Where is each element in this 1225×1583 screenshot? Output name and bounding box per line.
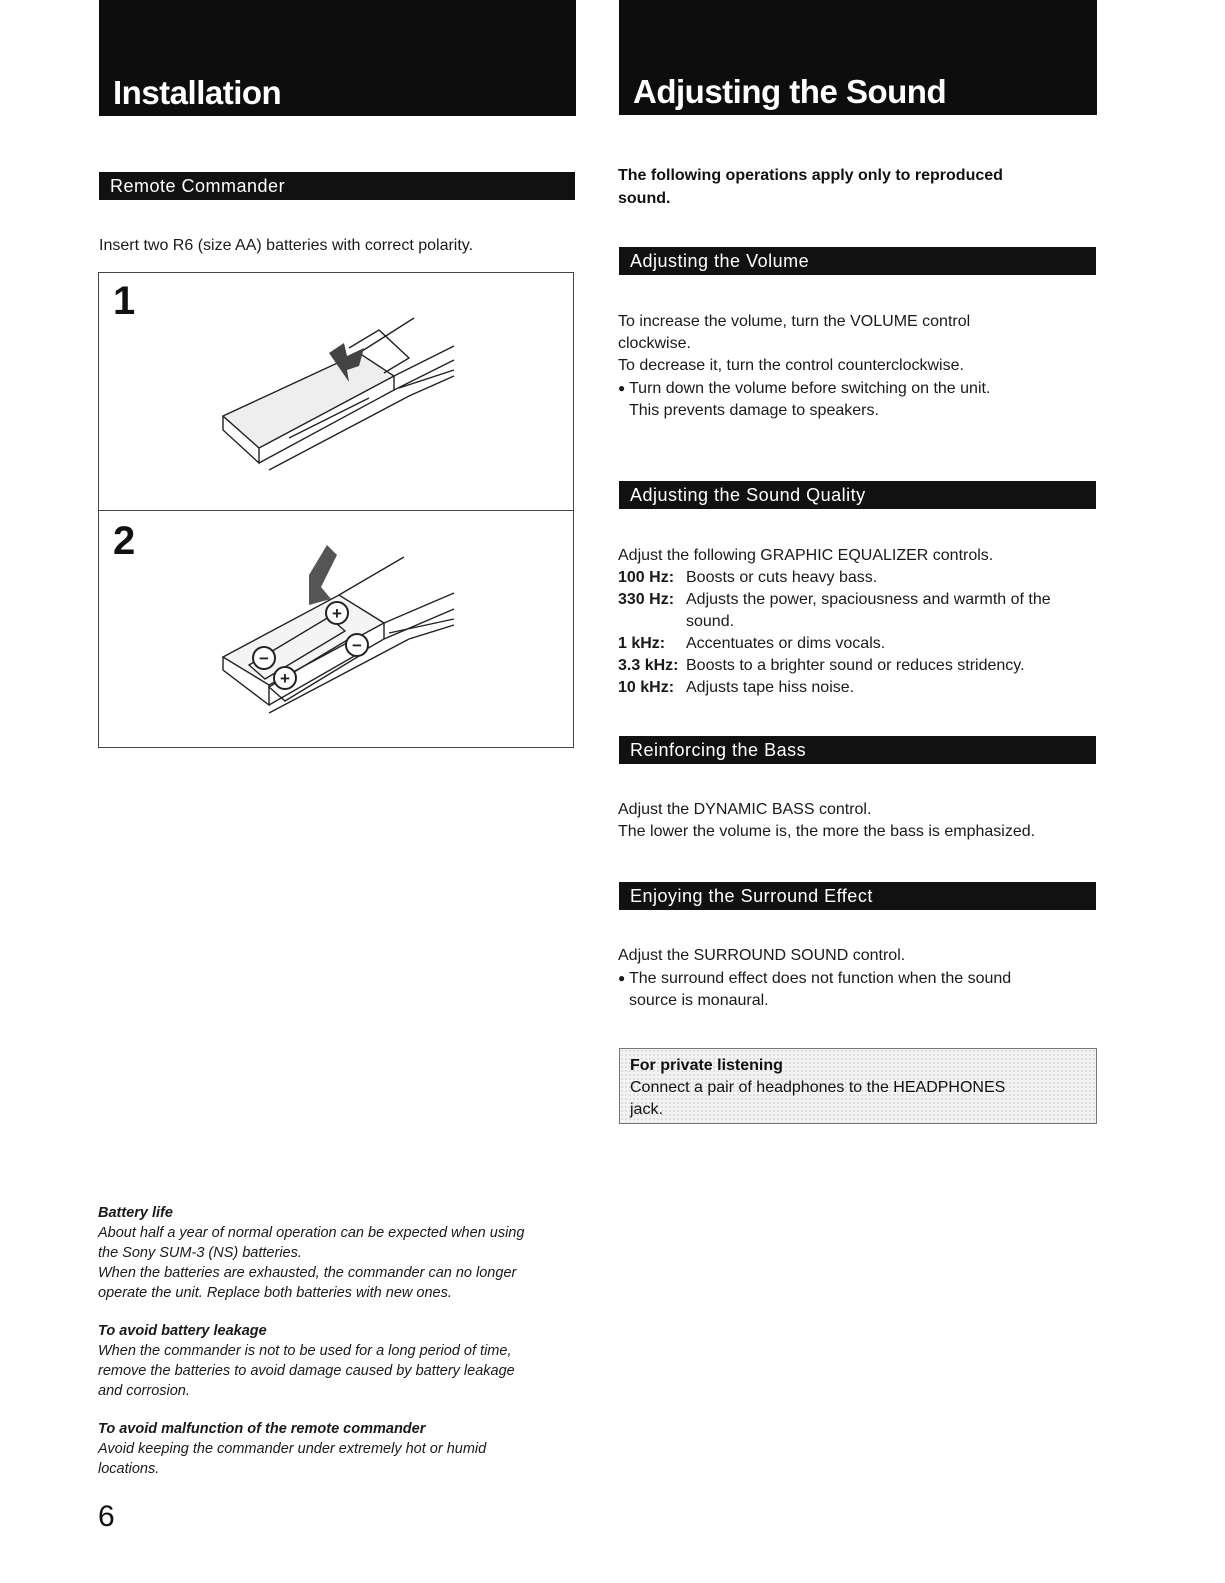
bass-line: Adjust the DYNAMIC BASS control. <box>618 801 872 818</box>
battery-notes <box>98 1203 578 1479</box>
eq-row-3-3khz <box>618 655 1096 677</box>
note-line: Avoid keeping the commander under extremely hot or humid <box>98 1441 487 1457</box>
note-battery-life <box>98 1203 578 1303</box>
bass-text <box>618 799 1096 843</box>
battery-figure <box>98 272 574 748</box>
eq-row-1khz <box>618 633 1096 655</box>
note-line: When the commander is not to be used for a long period of time, <box>98 1343 512 1359</box>
minus-symbol: − <box>352 636 362 655</box>
note-line: remove the batteries to avoid damage caused by battery leakage <box>98 1363 515 1379</box>
sound-quality-text <box>618 545 1096 699</box>
eq-label: 100 Hz: <box>618 569 675 586</box>
volume-bullet <box>618 377 1096 400</box>
eq-label: 3.3 kHz: <box>618 657 679 674</box>
remote-commander-heading: Remote Commander <box>99 172 575 200</box>
private-listening-line: Connect a pair of headphones to the HEADPHONES <box>630 1079 1006 1096</box>
eq-desc: Boosts or cuts heavy bass. <box>686 569 878 586</box>
bass-line: The lower the volume is, the more the bass is emphasized. <box>618 823 1036 840</box>
step-2-number: 2 <box>113 519 136 563</box>
eq-desc: Accentuates or dims vocals. <box>686 635 886 652</box>
volume-bullet-cont: This prevents damage to speakers. <box>629 402 879 419</box>
volume-line: To decrease it, turn the control counterclockwise. <box>618 357 964 374</box>
volume-line: clockwise. <box>618 335 691 352</box>
intro-line: The following operations apply only to reproduced <box>618 167 1003 184</box>
eq-desc: Boosts to a brighter sound or reduces stridency. <box>686 657 1025 674</box>
note-line: About half a year of normal operation can be expected when using <box>98 1225 525 1241</box>
surround-bullet <box>618 967 1096 990</box>
eq-intro: Adjust the following GRAPHIC EQUALIZER controls. <box>618 547 994 564</box>
volume-text <box>618 311 1096 422</box>
note-malfunction <box>98 1419 578 1479</box>
private-listening-title: For private listening <box>630 1057 783 1074</box>
note-line: and corrosion. <box>98 1383 190 1399</box>
volume-line: To increase the volume, turn the VOLUME control <box>618 313 971 330</box>
minus-symbol: − <box>259 649 269 668</box>
sound-quality-heading: Adjusting the Sound Quality <box>619 481 1096 509</box>
note-line: locations. <box>98 1461 160 1477</box>
volume-heading: Adjusting the Volume <box>619 247 1096 275</box>
private-listening-box <box>619 1048 1097 1124</box>
note-title: Battery life <box>98 1205 173 1221</box>
figure-divider <box>99 510 573 511</box>
intro-line: sound. <box>618 190 671 207</box>
private-listening-line: jack. <box>630 1101 663 1118</box>
eq-desc: Adjusts the power, spaciousness and warmth of the sound. <box>686 591 1051 630</box>
step-1-number: 1 <box>113 279 136 323</box>
bullet-icon: ● <box>618 381 626 395</box>
adjusting-sound-banner <box>619 0 1097 115</box>
plus-symbol: + <box>280 669 290 688</box>
remote-insert-batteries-illustration <box>209 535 469 725</box>
eq-row-330hz <box>618 589 1096 633</box>
plus-symbol: + <box>332 604 342 623</box>
note-title: To avoid battery leakage <box>98 1323 267 1339</box>
note-line: When the batteries are exhausted, the commander can no longer <box>98 1265 517 1281</box>
bullet-text: The surround effect does not function when the sound <box>629 970 1012 987</box>
bullet-icon: ● <box>618 971 626 985</box>
eq-row-100hz <box>618 567 1096 589</box>
bullet-text: Turn down the volume before switching on the unit. <box>629 380 991 397</box>
note-battery-leakage <box>98 1321 578 1401</box>
remote-open-cover-illustration <box>209 298 469 488</box>
bass-heading: Reinforcing the Bass <box>619 736 1096 764</box>
installation-title: Installation <box>113 74 282 111</box>
eq-label: 330 Hz: <box>618 591 675 608</box>
surround-heading: Enjoying the Surround Effect <box>619 882 1096 910</box>
intro-text <box>618 164 1096 210</box>
eq-desc: Adjusts tape hiss noise. <box>686 679 855 696</box>
eq-row-10khz <box>618 677 1096 699</box>
note-line: operate the unit. Replace both batteries with new ones. <box>98 1285 452 1301</box>
eq-label: 1 kHz: <box>618 635 666 652</box>
eq-label: 10 kHz: <box>618 679 675 696</box>
page-number: 6 <box>98 1500 115 1533</box>
installation-banner <box>99 0 576 116</box>
adjusting-sound-title: Adjusting the Sound <box>633 73 947 110</box>
surround-bullet-cont: source is monaural. <box>629 992 769 1009</box>
battery-instruction: Insert two R6 (size AA) batteries with correct polarity. <box>99 237 474 254</box>
surround-text <box>618 945 1096 1012</box>
surround-line: Adjust the SURROUND SOUND control. <box>618 947 906 964</box>
note-title: To avoid malfunction of the remote commander <box>98 1421 426 1437</box>
note-line: the Sony SUM-3 (NS) batteries. <box>98 1245 302 1261</box>
